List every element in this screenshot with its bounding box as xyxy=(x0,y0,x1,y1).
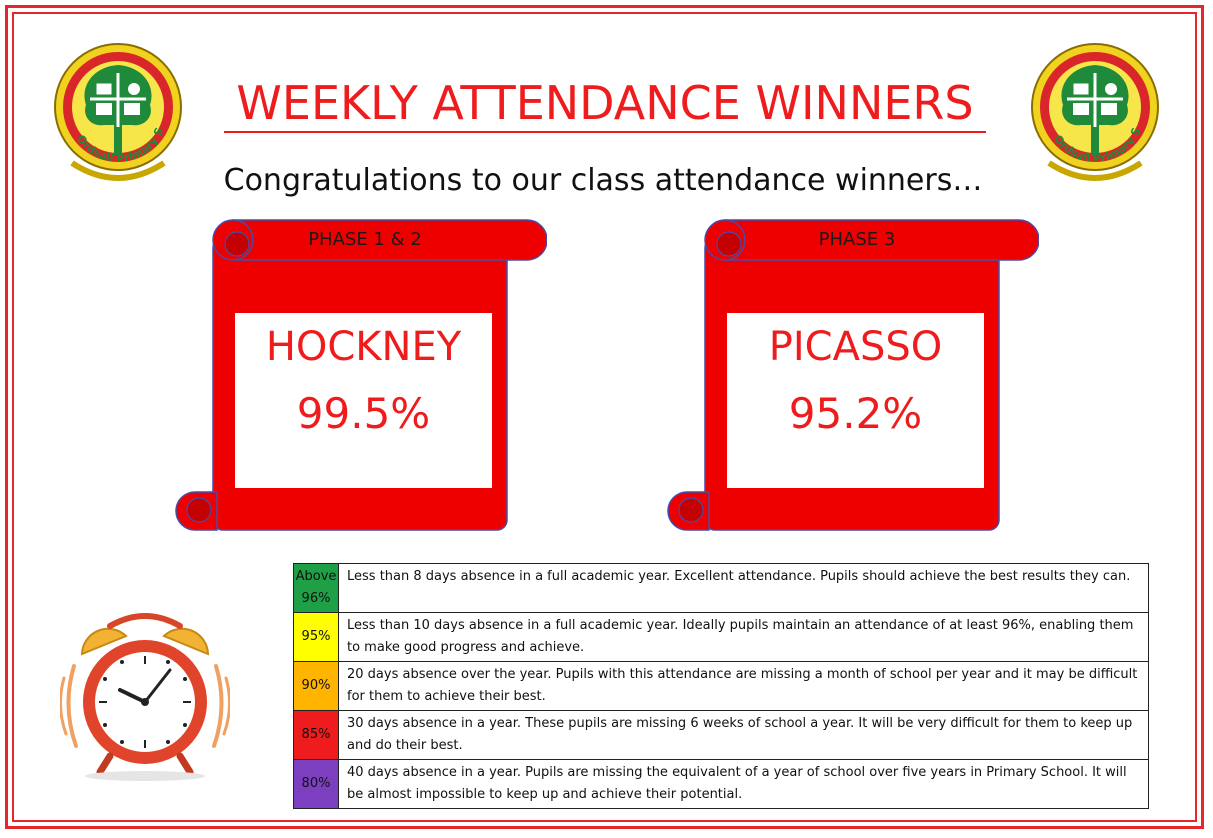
legend-row xyxy=(294,760,1149,809)
legend-level: 85% xyxy=(294,711,339,760)
class-name: PICASSO xyxy=(768,324,943,370)
attendance-legend-table xyxy=(293,563,1149,809)
legend-description: 20 days absence over the year. Pupils with this attendance are missing a month of school per year and it may be difficult for them to achieve their best. xyxy=(339,662,1149,711)
legend-description: 30 days absence in a year. These pupils are missing 6 weeks of school a year. It will be very difficult for them to keep up and do their best. xyxy=(339,711,1149,760)
legend-level: 95% xyxy=(294,613,339,662)
logo-text-right: Ordsall Primary S xyxy=(1051,125,1144,165)
legend-level: Above 96% xyxy=(294,564,339,613)
legend-row xyxy=(294,613,1149,662)
class-name: HOCKNEY xyxy=(265,324,462,370)
legend-description: Less than 8 days absence in a full academic year. Excellent attendance. Pupils should achieve the best results they can. xyxy=(339,564,1149,613)
phase-label: PHASE 3 xyxy=(818,229,896,250)
winner-card xyxy=(727,313,984,488)
page-title: WEEKLY ATTENDANCE WINNERS xyxy=(236,76,974,130)
legend-row xyxy=(294,711,1149,760)
title-underline xyxy=(224,131,986,133)
legend-level: 90% xyxy=(294,662,339,711)
legend-level: 80% xyxy=(294,760,339,809)
school-logo-left xyxy=(52,43,184,183)
logo-text-left: Ordsall Primary S xyxy=(74,125,167,165)
legend-row xyxy=(294,564,1149,613)
phase-label: PHASE 1 & 2 xyxy=(308,229,422,250)
legend-description: Less than 10 days absence in a full academic year. Ideally pupils maintain an attendance of at least 96%, enabling them to make good progress and achieve. xyxy=(339,613,1149,662)
winner-scroll-phase-3 xyxy=(667,218,1039,534)
legend-description: 40 days absence in a year. Pupils are missing the equivalent of a year of school over five years in Primary School. It will be almost impossible to keep up and achieve their potential. xyxy=(339,760,1149,809)
subtitle: Congratulations to our class attendance winners… xyxy=(223,163,983,198)
attendance-percent: 99.5% xyxy=(296,389,431,438)
legend-row xyxy=(294,662,1149,711)
winner-card xyxy=(235,313,492,488)
school-logo-right xyxy=(1029,43,1161,183)
winner-scroll-phase-1-2 xyxy=(175,218,547,534)
alarm-clock-icon xyxy=(60,606,230,782)
attendance-percent: 95.2% xyxy=(788,389,923,438)
